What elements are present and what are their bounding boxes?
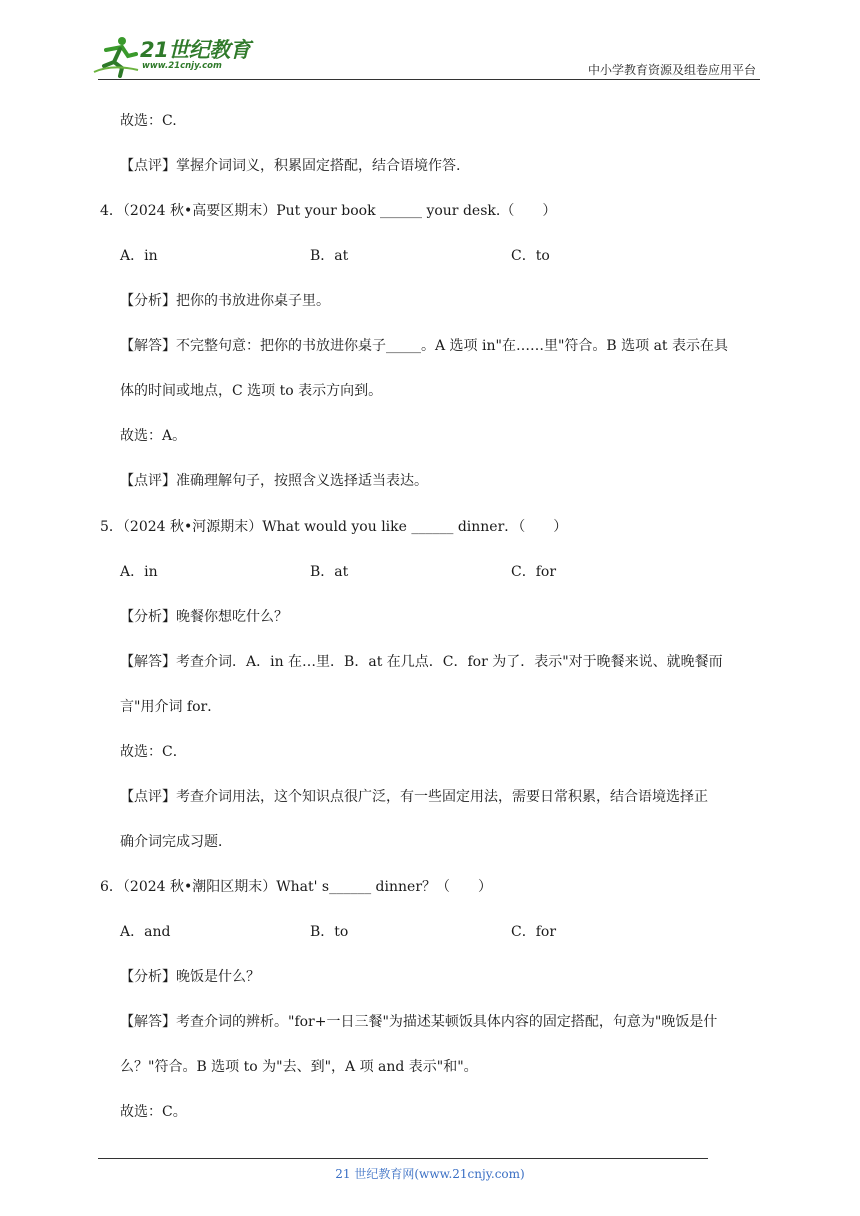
q4-answer-line-2: 体的时间或地点，C 选项 to 表示方向到。 <box>120 383 383 399</box>
footer-link[interactable]: 21 世纪教育网(www.21cnjy.com) <box>335 1167 525 1181</box>
q6-choice: 故选：C。 <box>120 1104 187 1120</box>
q4-answer-line-1: 【解答】不完整句意：把你的书放进你桌子_____。A 选项 in"在……里"符合。B 选项 at 表示在具 <box>120 338 728 354</box>
q4-choice: 故选：A。 <box>120 428 187 444</box>
comment-line: 【点评】掌握介词词义，积累固定搭配，结合语境作答. <box>120 158 461 174</box>
answer-choice-line: 故选：C. <box>120 113 177 129</box>
q4-option-c: C．to <box>511 248 550 264</box>
q6-answer-line-1: 【解答】考查介词的辨析。"for+一日三餐"为描述某顿饭具体内容的固定搭配，句意为"晚饭是什 <box>120 1014 718 1030</box>
logo-text: 21世纪教育 <box>140 38 251 62</box>
question-5: 5．（2024 秋•河源期末）What would you like ______ dinner．（ ） <box>100 519 568 535</box>
q6-answer-line-2: 么？"符合。B 选项 to 为"去、到"，A 项 and 表示"和"。 <box>120 1059 478 1075</box>
q4-option-a: A．in <box>120 248 158 264</box>
q6-option-a: A．and <box>120 924 171 940</box>
q6-option-c: C．for <box>511 924 557 940</box>
site-logo[interactable] <box>92 34 262 78</box>
q5-option-b: B．at <box>310 564 349 580</box>
q5-option-c: C．for <box>511 564 557 580</box>
logo-url: www.21cnjy.com <box>142 61 222 71</box>
page-header <box>0 0 860 84</box>
q5-answer-line-2: 言"用介词 for． <box>120 699 222 715</box>
q5-option-a: A．in <box>120 564 158 580</box>
platform-title: 中小学教育资源及组卷应用平台 <box>587 63 756 77</box>
q5-comment-line-2: 确介词完成习题． <box>120 834 232 850</box>
q5-comment-line-1: 【点评】考查介词用法，这个知识点很广泛，有一些固定用法，需要日常积累，结合语境选择正 <box>120 789 708 805</box>
question-4: 4．（2024 秋•高要区期末）Put your book ______ your desk.（ ） <box>100 203 557 219</box>
q4-option-b: B．at <box>310 248 349 264</box>
q4-analysis: 【分析】把你的书放进你桌子里。 <box>120 293 330 309</box>
footer-divider <box>98 1158 708 1159</box>
q5-answer-line-1: 【解答】考查介词．A．in 在…里．B．at 在几点．C．for 为了．表示"对于晚餐来说、就晚餐而 <box>120 654 723 670</box>
q4-comment: 【点评】准确理解句子，按照含义选择适当表达。 <box>120 473 428 489</box>
q6-analysis: 【分析】晚饭是什么？ <box>120 969 260 985</box>
q6-option-b: B．to <box>310 924 349 940</box>
q5-analysis: 【分析】晚餐你想吃什么？ <box>120 609 288 625</box>
question-6: 6．（2024 秋•潮阳区期末）What' s______ dinner？（ ） <box>100 879 493 895</box>
runner-logo-icon <box>92 34 140 78</box>
header-divider <box>98 79 760 80</box>
q5-choice: 故选：C． <box>120 744 187 760</box>
